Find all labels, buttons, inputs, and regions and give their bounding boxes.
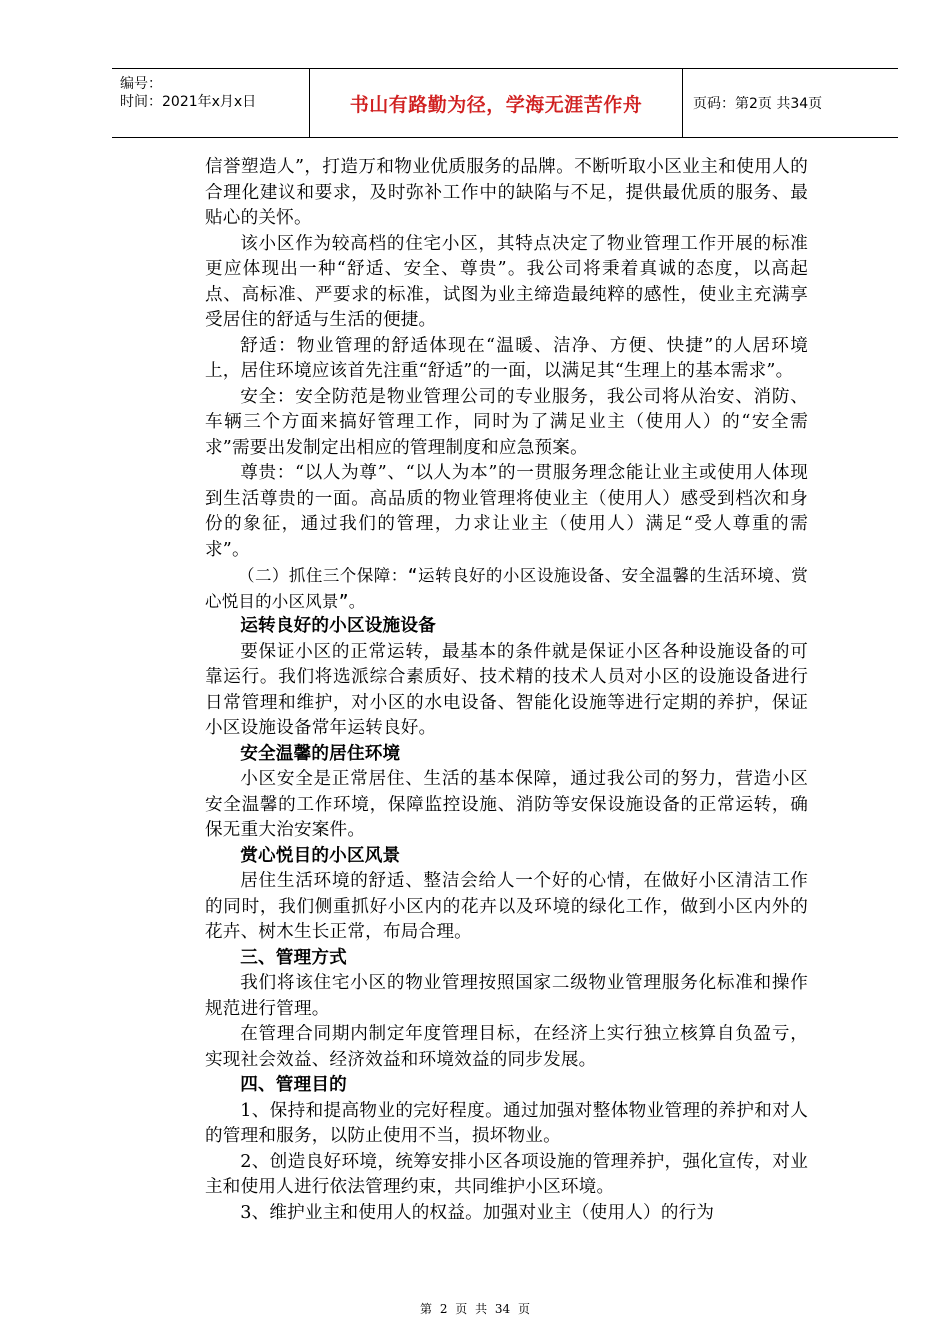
page-header xyxy=(112,68,898,138)
body-paragraph: 舒适：物业管理的舒适体现在“温暖、洁净、方便、快捷”的人居环境上，居住环境应该首先注重“舒适”的一面，以满足其“生理上的基本需求”。 xyxy=(205,335,808,381)
body-paragraph: 小区安全是正常居住、生活的基本保障，通过我公司的努力，营造小区安全温馨的工作环境，保障监控设施、消防等安保设施设备的正常运转，确保无重大治安案件。 xyxy=(205,769,808,840)
body-paragraph: 安全：安全防范是物业管理公司的专业服务，我公司将从治安、消防、车辆三个方面来搞好管理工作，同时为了满足业主（使用人）的“安全需求”需要出发制定出相应的管理制度和应急预案。 xyxy=(205,386,808,458)
section-heading: 赏心悦目的小区风景 xyxy=(240,845,401,866)
body-paragraph: 2、创造良好环境，统筹安排小区各项设施的管理养护，强化宣传，对业主和使用人进行依法管理约束，共同维护小区环境。 xyxy=(205,1151,808,1197)
body-paragraph: 1、保持和提高物业的完好程度。通过加强对整体物业管理的养护和对人的管理和服务，以防止使用不当，损坏物业。 xyxy=(205,1100,808,1146)
header-page-info-cell xyxy=(683,69,898,137)
section-heading: 安全温馨的居住环境 xyxy=(240,743,401,764)
body-paragraph: 居住生活环境的舒适、整洁会给人一个好的心情，在做好小区清洁工作的同时，我们侧重抓好小区内的花卉以及环境的绿化工作，做到小区内外的花卉、树木生长正常，布局合理。 xyxy=(205,871,808,942)
document-body xyxy=(205,155,808,1226)
body-paragraph: 要保证小区的正常运转，最基本的条件就是保证小区各种设施设备的可靠运行。我们将选派综合素质好、技术精的技术人员对小区的设施设备进行日常管理和维护，对小区的水电设备、智能化设施等进行定期的养护，保证小区设施设备常年运转良好。 xyxy=(205,641,808,738)
body-paragraph: 3、维护业主和使用人的权益。加强对业主（使用人）的行为 xyxy=(240,1202,715,1223)
body-paragraph: 信誉塑造人”，打造万和物业优质服务的品牌。不断听取小区业主和使用人的合理化建议和要求，及时弥补工作中的缺陷与不足，提供最优质的服务、最贴心的关怀。 xyxy=(205,157,808,228)
header-motto-cell xyxy=(309,69,683,137)
page-footer xyxy=(0,1300,950,1317)
footer-page-number: 第 2 页 共 34 页 xyxy=(420,1302,530,1316)
body-paragraph: 该小区作为较高档的住宅小区，其特点决定了物业管理工作开展的标准更应体现出一种“舒适、安全、尊贵”。我公司将秉着真诚的态度，以高起点、高标准、严要求的标准，试图为业主缔造最纯粹的感性，使业主充满享受居住的舒适与生活的便捷。 xyxy=(205,233,808,330)
body-paragraph: （二）抓住三个保障：“运转良好的小区设施设备、安全温馨的生活环境、赏心悦目的小区风景”。 xyxy=(205,566,808,611)
header-page-info: 页码：第2页 共34页 xyxy=(693,96,823,112)
document-number-label: 编号： xyxy=(120,76,162,92)
section-heading: 运转良好的小区设施设备 xyxy=(240,616,436,636)
document-time-label: 时间：2021年x月x日 xyxy=(120,94,257,110)
body-paragraph: 我们将该住宅小区的物业管理按照国家二级物业管理服务化标准和操作规范进行管理。 xyxy=(205,973,808,1019)
header-motto: 书山有路勤为径，学海无涯苦作舟 xyxy=(349,93,643,116)
section-heading: 四、管理目的 xyxy=(240,1075,347,1095)
header-meta xyxy=(112,69,309,137)
body-paragraph: 尊贵：“以人为尊”、“以人为本”的一贯服务理念能让业主或使用人体现到生活尊贵的一面。高品质的物业管理将使业主（使用人）感受到档次和身份的象征，通过我们的管理，力求让业主（使用人）满足“受人尊重的需求”。 xyxy=(205,463,808,560)
section-heading: 三、管理方式 xyxy=(240,947,347,968)
body-paragraph: 在管理合同期内制定年度管理目标，在经济上实行独立核算自负盈亏，实现社会效益、经济效益和环境效益的同步发展。 xyxy=(205,1024,808,1070)
